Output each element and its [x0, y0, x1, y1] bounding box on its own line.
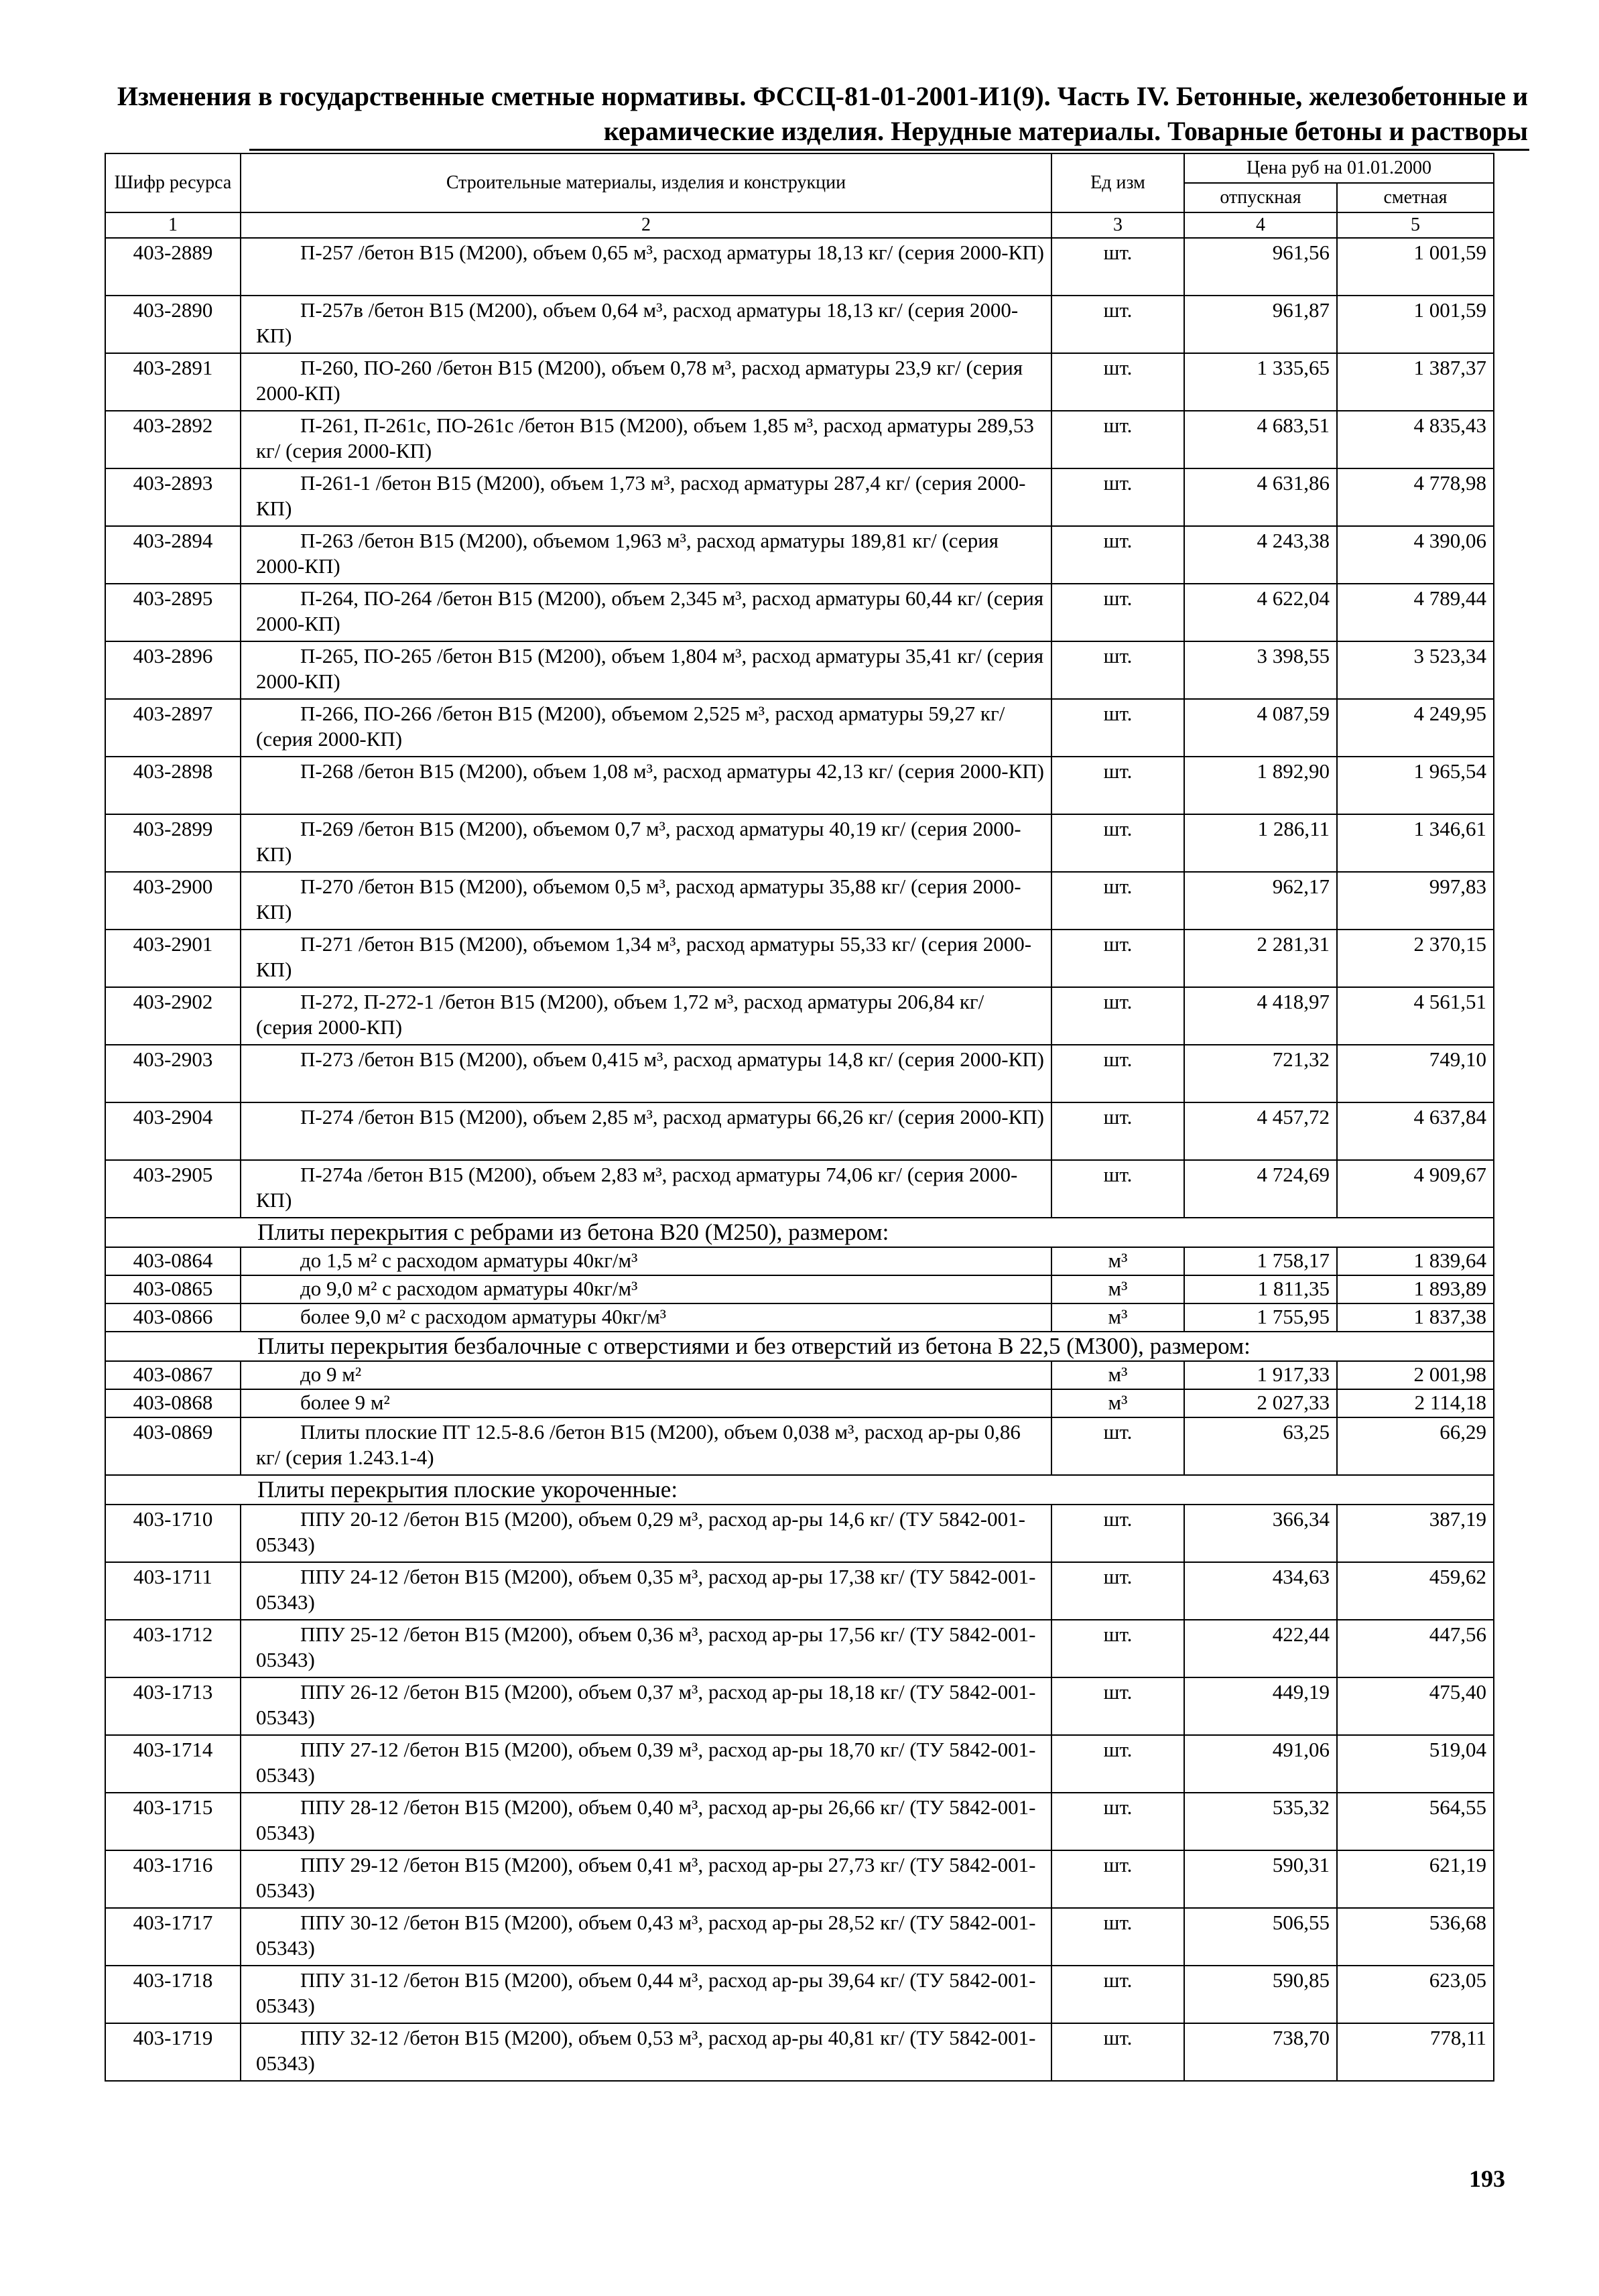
- resource-code: 403-2895: [105, 584, 241, 641]
- unit-cell: шт.: [1051, 353, 1184, 411]
- release-price: 506,55: [1184, 1908, 1337, 1966]
- estimate-price: 623,05: [1337, 1966, 1494, 2023]
- estimate-price: 4 390,06: [1337, 526, 1494, 584]
- table-row: [105, 1102, 1494, 1160]
- unit-cell: шт.: [1051, 1417, 1184, 1475]
- page-header: [101, 79, 1528, 149]
- table-row: [105, 699, 1494, 757]
- resource-code: 403-1717: [105, 1908, 241, 1966]
- unit-cell: шт.: [1051, 814, 1184, 872]
- release-price: 2 027,33: [1184, 1389, 1337, 1417]
- unit-cell: шт.: [1051, 641, 1184, 699]
- release-price: 1 892,90: [1184, 757, 1337, 814]
- material-description: до 9 м²: [241, 1361, 1051, 1389]
- table-row: [105, 930, 1494, 987]
- material-description: П-263 /бетон В15 (М200), объемом 1,963 м³, расход арматуры 189,81 кг/ (серия 2000-КП): [241, 526, 1051, 584]
- col-header-release: отпускная: [1184, 183, 1337, 212]
- estimate-price: 4 789,44: [1337, 584, 1494, 641]
- material-description: П-274 /бетон В15 (М200), объем 2,85 м³, расход арматуры 66,26 кг/ (серия 2000-КП): [241, 1102, 1051, 1160]
- release-price: 1 286,11: [1184, 814, 1337, 872]
- table-row: [105, 987, 1494, 1045]
- table-row: [105, 1361, 1494, 1389]
- release-price: 2 281,31: [1184, 930, 1337, 987]
- estimate-price: 1 839,64: [1337, 1247, 1494, 1275]
- material-description: до 9,0 м² с расходом арматуры 40кг/м³: [241, 1275, 1051, 1303]
- estimate-price: 4 249,95: [1337, 699, 1494, 757]
- release-price: 422,44: [1184, 1620, 1337, 1677]
- estimate-price: 475,40: [1337, 1677, 1494, 1735]
- estimate-price: 1 001,59: [1337, 238, 1494, 296]
- resource-code: 403-0867: [105, 1361, 241, 1389]
- page-number: 193: [1469, 2165, 1505, 2192]
- material-description: П-265, ПО-265 /бетон В15 (М200), объем 1,804 м³, расход арматуры 35,41 кг/ (серия 2000-КП): [241, 641, 1051, 699]
- resource-code: 403-2896: [105, 641, 241, 699]
- resource-code: 403-1714: [105, 1735, 241, 1793]
- resource-code: 403-1712: [105, 1620, 241, 1677]
- estimate-price: 536,68: [1337, 1908, 1494, 1966]
- unit-cell: шт.: [1051, 1735, 1184, 1793]
- estimate-price: 4 835,43: [1337, 411, 1494, 468]
- table-row: [105, 296, 1494, 353]
- table-row: [105, 641, 1494, 699]
- col-header-unit: Ед изм: [1051, 153, 1184, 212]
- material-description: П-272, П-272-1 /бетон В15 (М200), объем 1,72 м³, расход арматуры 206,84 кг/ (серия 2000-КП): [241, 987, 1051, 1045]
- estimate-price: 2 001,98: [1337, 1361, 1494, 1389]
- estimate-price: 459,62: [1337, 1562, 1494, 1620]
- unit-cell: шт.: [1051, 2023, 1184, 2081]
- release-price: 63,25: [1184, 1417, 1337, 1475]
- unit-cell: шт.: [1051, 1908, 1184, 1966]
- table-row: [105, 1908, 1494, 1966]
- table-row: [105, 1562, 1494, 1620]
- release-price: 961,56: [1184, 238, 1337, 296]
- material-description: ППУ 26-12 /бетон В15 (М200), объем 0,37 м³, расход ар-ры 18,18 кг/ (ТУ 5842-001-05343): [241, 1677, 1051, 1735]
- material-description: ППУ 27-12 /бетон В15 (М200), объем 0,39 м³, расход ар-ры 18,70 кг/ (ТУ 5842-001-05343): [241, 1735, 1051, 1793]
- resource-code: 403-0866: [105, 1303, 241, 1332]
- table-row: [105, 1620, 1494, 1677]
- resource-code: 403-2894: [105, 526, 241, 584]
- release-price: 1 758,17: [1184, 1247, 1337, 1275]
- table-row: [105, 814, 1494, 872]
- estimate-price: 387,19: [1337, 1505, 1494, 1562]
- table-row: [105, 1275, 1494, 1303]
- col-number: 1: [105, 212, 241, 238]
- resource-code: 403-2891: [105, 353, 241, 411]
- table-row: [105, 1389, 1494, 1417]
- estimate-price: 66,29: [1337, 1417, 1494, 1475]
- table-row: [105, 1505, 1494, 1562]
- resource-code: 403-2900: [105, 872, 241, 930]
- release-price: 449,19: [1184, 1677, 1337, 1735]
- col-header-estimate: сметная: [1337, 183, 1494, 212]
- unit-cell: шт.: [1051, 584, 1184, 641]
- release-price: 3 398,55: [1184, 641, 1337, 699]
- section-heading: Плиты перекрытия с ребрами из бетона В20 (М250), размером:: [105, 1218, 1494, 1247]
- resource-code: 403-1719: [105, 2023, 241, 2081]
- section-heading: Плиты перекрытия безбалочные с отверстиями и без отверстий из бетона В 22,5 (М300), размером:: [105, 1332, 1494, 1361]
- release-price: 4 457,72: [1184, 1102, 1337, 1160]
- col-header-code: Шифр ресурса: [105, 153, 241, 212]
- table-row: [105, 1160, 1494, 1218]
- resource-code: 403-2899: [105, 814, 241, 872]
- estimate-price: 2 114,18: [1337, 1389, 1494, 1417]
- resource-code: 403-2890: [105, 296, 241, 353]
- release-price: 434,63: [1184, 1562, 1337, 1620]
- material-description: П-270 /бетон В15 (М200), объемом 0,5 м³, расход арматуры 35,88 кг/ (серия 2000-КП): [241, 872, 1051, 930]
- unit-cell: шт.: [1051, 1562, 1184, 1620]
- release-price: 4 087,59: [1184, 699, 1337, 757]
- unit-cell: шт.: [1051, 1505, 1184, 1562]
- table-row: [105, 1247, 1494, 1275]
- unit-cell: шт.: [1051, 1677, 1184, 1735]
- material-description: ППУ 25-12 /бетон В15 (М200), объем 0,36 м³, расход ар-ры 17,56 кг/ (ТУ 5842-001-05343): [241, 1620, 1051, 1677]
- unit-cell: шт.: [1051, 872, 1184, 930]
- material-description: П-260, ПО-260 /бетон В15 (М200), объем 0,78 м³, расход арматуры 23,9 кг/ (серия 2000-КП): [241, 353, 1051, 411]
- release-price: 738,70: [1184, 2023, 1337, 2081]
- header-line-2: керамические изделия. Нерудные материалы. Товарные бетоны и растворы: [603, 116, 1528, 146]
- unit-cell: шт.: [1051, 1620, 1184, 1677]
- unit-cell: шт.: [1051, 699, 1184, 757]
- material-description: более 9,0 м² с расходом арматуры 40кг/м³: [241, 1303, 1051, 1332]
- section-heading-row: [105, 1332, 1494, 1361]
- table-row: [105, 1045, 1494, 1102]
- release-price: 491,06: [1184, 1735, 1337, 1793]
- release-price: 366,34: [1184, 1505, 1337, 1562]
- resource-code: 403-2904: [105, 1102, 241, 1160]
- resource-code: 403-2889: [105, 238, 241, 296]
- unit-cell: шт.: [1051, 757, 1184, 814]
- material-description: ППУ 24-12 /бетон В15 (М200), объем 0,35 м³, расход ар-ры 17,38 кг/ (ТУ 5842-001-05343): [241, 1562, 1051, 1620]
- release-price: 590,31: [1184, 1850, 1337, 1908]
- estimate-price: 519,04: [1337, 1735, 1494, 1793]
- resource-code: 403-2897: [105, 699, 241, 757]
- header-rule: [249, 149, 1529, 151]
- estimate-price: 1 965,54: [1337, 757, 1494, 814]
- resource-code: 403-1710: [105, 1505, 241, 1562]
- table-row: [105, 2023, 1494, 2081]
- resource-code: 403-2902: [105, 987, 241, 1045]
- estimate-price: 778,11: [1337, 2023, 1494, 2081]
- material-description: П-261-1 /бетон В15 (М200), объем 1,73 м³, расход арматуры 287,4 кг/ (серия 2000-КП): [241, 468, 1051, 526]
- resource-code: 403-2903: [105, 1045, 241, 1102]
- table-row: [105, 1850, 1494, 1908]
- unit-cell: м³: [1051, 1247, 1184, 1275]
- table-row: [105, 1793, 1494, 1850]
- unit-cell: шт.: [1051, 1045, 1184, 1102]
- resource-code: 403-1715: [105, 1793, 241, 1850]
- release-price: 1 811,35: [1184, 1275, 1337, 1303]
- column-number-row: [105, 212, 1494, 238]
- unit-cell: шт.: [1051, 1850, 1184, 1908]
- material-description: ППУ 31-12 /бетон В15 (М200), объем 0,44 м³, расход ар-ры 39,64 кг/ (ТУ 5842-001-05343): [241, 1966, 1051, 2023]
- resource-code: 403-0869: [105, 1417, 241, 1475]
- release-price: 4 683,51: [1184, 411, 1337, 468]
- material-description: Плиты плоские ПТ 12.5-8.6 /бетон В15 (М200), объем 0,038 м³, расход ар-ры 0,86 кг/ (серия 1.243.1-4): [241, 1417, 1051, 1475]
- release-price: 1 755,95: [1184, 1303, 1337, 1332]
- table-row: [105, 1735, 1494, 1793]
- col-number: 3: [1051, 212, 1184, 238]
- estimate-price: 1 001,59: [1337, 296, 1494, 353]
- unit-cell: шт.: [1051, 468, 1184, 526]
- unit-cell: шт.: [1051, 296, 1184, 353]
- estimate-price: 1 893,89: [1337, 1275, 1494, 1303]
- unit-cell: шт.: [1051, 1160, 1184, 1218]
- material-description: более 9 м²: [241, 1389, 1051, 1417]
- unit-cell: м³: [1051, 1303, 1184, 1332]
- material-description: П-268 /бетон В15 (М200), объем 1,08 м³, расход арматуры 42,13 кг/ (серия 2000-КП): [241, 757, 1051, 814]
- release-price: 1 917,33: [1184, 1361, 1337, 1389]
- table-header-row: [105, 153, 1494, 183]
- estimate-price: 564,55: [1337, 1793, 1494, 1850]
- col-number: 5: [1337, 212, 1494, 238]
- resource-code: 403-0864: [105, 1247, 241, 1275]
- resource-code: 403-0865: [105, 1275, 241, 1303]
- table-row: [105, 353, 1494, 411]
- table-body: [105, 238, 1494, 2081]
- estimate-price: 1 387,37: [1337, 353, 1494, 411]
- release-price: 721,32: [1184, 1045, 1337, 1102]
- col-header-price: Цена руб на 01.01.2000: [1184, 153, 1494, 183]
- release-price: 1 335,65: [1184, 353, 1337, 411]
- unit-cell: м³: [1051, 1389, 1184, 1417]
- section-heading: Плиты перекрытия плоские укороченные:: [105, 1475, 1494, 1505]
- estimate-price: 997,83: [1337, 872, 1494, 930]
- resource-code: 403-2905: [105, 1160, 241, 1218]
- unit-cell: шт.: [1051, 238, 1184, 296]
- release-price: 535,32: [1184, 1793, 1337, 1850]
- material-description: до 1,5 м² с расходом арматуры 40кг/м³: [241, 1247, 1051, 1275]
- resource-code: 403-1711: [105, 1562, 241, 1620]
- release-price: 590,85: [1184, 1966, 1337, 2023]
- table-row: [105, 468, 1494, 526]
- resource-code: 403-2892: [105, 411, 241, 468]
- release-price: 961,87: [1184, 296, 1337, 353]
- estimate-price: 749,10: [1337, 1045, 1494, 1102]
- table-row: [105, 1966, 1494, 2023]
- table-row: [105, 1303, 1494, 1332]
- estimate-price: 4 909,67: [1337, 1160, 1494, 1218]
- table-row: [105, 238, 1494, 296]
- unit-cell: шт.: [1051, 1102, 1184, 1160]
- table-row: [105, 584, 1494, 641]
- table-row: [105, 872, 1494, 930]
- release-price: 4 418,97: [1184, 987, 1337, 1045]
- unit-cell: м³: [1051, 1361, 1184, 1389]
- estimate-price: 1 837,38: [1337, 1303, 1494, 1332]
- release-price: 962,17: [1184, 872, 1337, 930]
- resource-code: 403-2893: [105, 468, 241, 526]
- release-price: 4 631,86: [1184, 468, 1337, 526]
- material-description: П-257в /бетон В15 (М200), объем 0,64 м³, расход арматуры 18,13 кг/ (серия 2000-КП): [241, 296, 1051, 353]
- col-header-name: Строительные материалы, изделия и конструкции: [241, 153, 1051, 212]
- resource-code: 403-1716: [105, 1850, 241, 1908]
- material-description: ППУ 32-12 /бетон В15 (М200), объем 0,53 м³, расход ар-ры 40,81 кг/ (ТУ 5842-001-05343): [241, 2023, 1051, 2081]
- col-number: 4: [1184, 212, 1337, 238]
- unit-cell: шт.: [1051, 411, 1184, 468]
- material-description: П-261, П-261с, ПО-261с /бетон В15 (М200), объем 1,85 м³, расход арматуры 289,53 кг/ (серия 2000-КП): [241, 411, 1051, 468]
- release-price: 4 622,04: [1184, 584, 1337, 641]
- resource-code: 403-2901: [105, 930, 241, 987]
- unit-cell: шт.: [1051, 930, 1184, 987]
- material-description: П-271 /бетон В15 (М200), объемом 1,34 м³, расход арматуры 55,33 кг/ (серия 2000-КП): [241, 930, 1051, 987]
- table-row: [105, 1417, 1494, 1475]
- section-heading-row: [105, 1218, 1494, 1247]
- estimate-price: 621,19: [1337, 1850, 1494, 1908]
- material-description: П-273 /бетон В15 (М200), объем 0,415 м³, расход арматуры 14,8 кг/ (серия 2000-КП): [241, 1045, 1051, 1102]
- table-row: [105, 411, 1494, 468]
- unit-cell: м³: [1051, 1275, 1184, 1303]
- resource-code: 403-1718: [105, 1966, 241, 2023]
- material-description: П-274а /бетон В15 (М200), объем 2,83 м³, расход арматуры 74,06 кг/ (серия 2000-КП): [241, 1160, 1051, 1218]
- estimate-price: 2 370,15: [1337, 930, 1494, 987]
- estimate-price: 3 523,34: [1337, 641, 1494, 699]
- resource-code: 403-0868: [105, 1389, 241, 1417]
- unit-cell: шт.: [1051, 987, 1184, 1045]
- release-price: 4 724,69: [1184, 1160, 1337, 1218]
- table-row: [105, 526, 1494, 584]
- material-description: П-266, ПО-266 /бетон В15 (М200), объемом 2,525 м³, расход арматуры 59,27 кг/ (серия 2000-КП): [241, 699, 1051, 757]
- estimate-price: 447,56: [1337, 1620, 1494, 1677]
- price-table: [105, 153, 1494, 2082]
- material-description: ППУ 29-12 /бетон В15 (М200), объем 0,41 м³, расход ар-ры 27,73 кг/ (ТУ 5842-001-05343): [241, 1850, 1051, 1908]
- unit-cell: шт.: [1051, 1793, 1184, 1850]
- release-price: 4 243,38: [1184, 526, 1337, 584]
- material-description: П-257 /бетон В15 (М200), объем 0,65 м³, расход арматуры 18,13 кг/ (серия 2000-КП): [241, 238, 1051, 296]
- estimate-price: 4 637,84: [1337, 1102, 1494, 1160]
- header-line-1: Изменения в государственные сметные нормативы. ФССЦ-81-01-2001-И1(9). Часть IV. Бетонные, железобетонные и: [117, 81, 1528, 111]
- unit-cell: шт.: [1051, 526, 1184, 584]
- estimate-price: 1 346,61: [1337, 814, 1494, 872]
- material-description: ППУ 20-12 /бетон В15 (М200), объем 0,29 м³, расход ар-ры 14,6 кг/ (ТУ 5842-001-05343): [241, 1505, 1051, 1562]
- material-description: ППУ 28-12 /бетон В15 (М200), объем 0,40 м³, расход ар-ры 26,66 кг/ (ТУ 5842-001-05343): [241, 1793, 1051, 1850]
- material-description: П-264, ПО-264 /бетон В15 (М200), объем 2,345 м³, расход арматуры 60,44 кг/ (серия 2000-КП): [241, 584, 1051, 641]
- estimate-price: 4 778,98: [1337, 468, 1494, 526]
- col-number: 2: [241, 212, 1051, 238]
- section-heading-row: [105, 1475, 1494, 1505]
- resource-code: 403-1713: [105, 1677, 241, 1735]
- table-row: [105, 757, 1494, 814]
- resource-code: 403-2898: [105, 757, 241, 814]
- table-row: [105, 1677, 1494, 1735]
- material-description: П-269 /бетон В15 (М200), объемом 0,7 м³, расход арматуры 40,19 кг/ (серия 2000-КП): [241, 814, 1051, 872]
- unit-cell: шт.: [1051, 1966, 1184, 2023]
- estimate-price: 4 561,51: [1337, 987, 1494, 1045]
- material-description: ППУ 30-12 /бетон В15 (М200), объем 0,43 м³, расход ар-ры 28,52 кг/ (ТУ 5842-001-05343): [241, 1908, 1051, 1966]
